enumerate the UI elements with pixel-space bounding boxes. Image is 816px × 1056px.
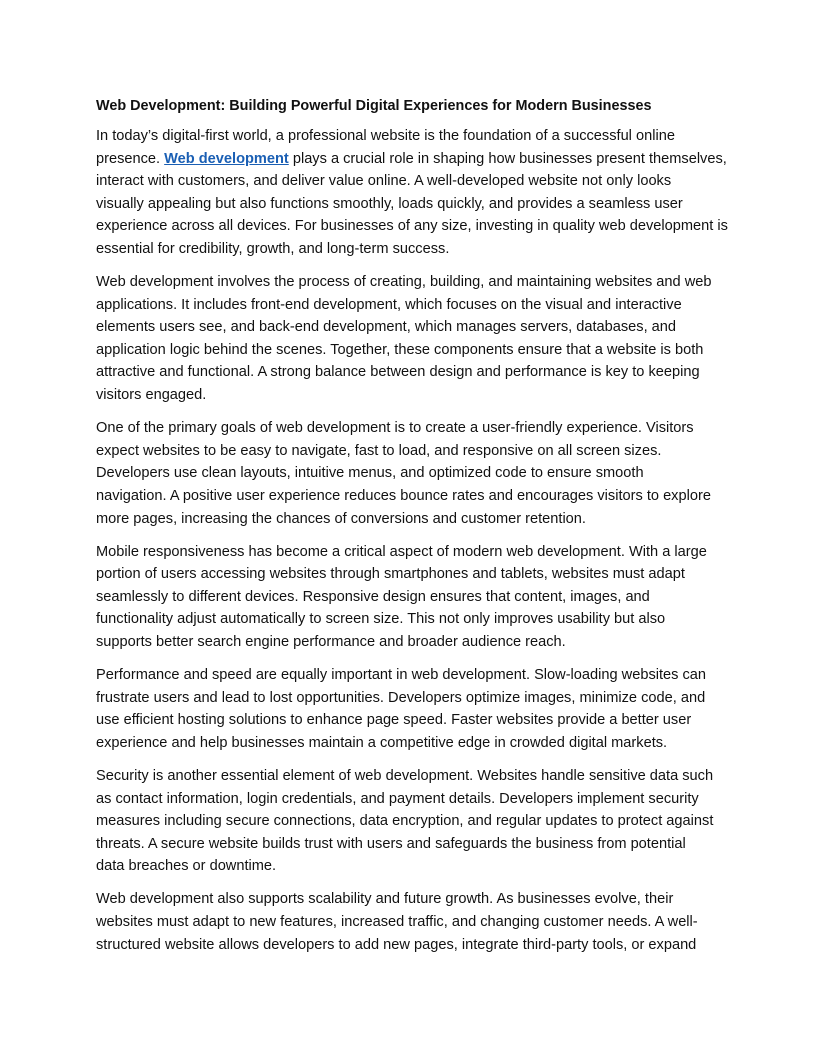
paragraph-user-experience bbox=[96, 417, 721, 530]
paragraph-line: Developers use clean layouts, intuitive menus, and optimized code to ensure smooth bbox=[96, 465, 644, 482]
paragraph-line: In today’s digital-first world, a professional website is the foundation of a successful online bbox=[96, 128, 675, 144]
paragraph-line: experience across all devices. For businesses of any size, investing in quality web development is bbox=[96, 218, 728, 235]
paragraph-line: application logic behind the scenes. Together, these components ensure that a website is both bbox=[96, 341, 704, 358]
paragraph-line: Web development also supports scalability and future growth. As businesses evolve, their bbox=[96, 891, 674, 908]
paragraph-line: expect websites to be easy to navigate, fast to load, and responsive on all screen sizes. bbox=[96, 442, 662, 459]
document-title: Web Development: Building Powerful Digital Experiences for Modern Businesses bbox=[96, 98, 652, 114]
paragraph-line: websites must adapt to new features, increased traffic, and changing customer needs. A well- bbox=[96, 914, 698, 930]
paragraph-line: Performance and speed are equally important in web development. Slow-loading websites can bbox=[96, 667, 707, 684]
paragraph-definition bbox=[96, 271, 721, 407]
paragraph-line: more pages, increasing the chances of conversions and customer retention. bbox=[96, 510, 586, 527]
paragraph-line: Security is another essential element of web development. Websites handle sensitive data such bbox=[96, 767, 714, 784]
paragraph-line: use efficient hosting solutions to enhance page speed. Faster websites provide a better user bbox=[96, 712, 692, 729]
paragraph-intro bbox=[96, 125, 728, 261]
paragraph-line: frustrate users and lead to lost opportunities. Developers optimize images, minimize code, and bbox=[96, 689, 706, 706]
paragraph-line: structured website allows developers to add new pages, integrate third-party tools, or expand bbox=[96, 936, 697, 953]
paragraph-line: visually appealing but also functions smoothly, loads quickly, and provides a seamless user bbox=[96, 195, 683, 212]
paragraph-scalability bbox=[96, 888, 721, 956]
paragraph-line: Web development involves the process of creating, building, and maintaining websites and web bbox=[96, 274, 712, 291]
paragraph-line: elements users see, and back-end development, which manages servers, databases, and bbox=[96, 319, 677, 336]
paragraph-line: measures including secure connections, data encryption, and regular updates to protect against bbox=[96, 813, 714, 830]
paragraph-security bbox=[96, 765, 721, 878]
paragraph-line: interact with customers, and deliver value online. A well-developed website not only looks bbox=[96, 173, 672, 190]
paragraph-performance bbox=[96, 664, 721, 754]
web-development-link[interactable]: Web development bbox=[164, 150, 289, 167]
paragraph-line: essential for credibility, growth, and long-term success. bbox=[96, 240, 450, 257]
paragraph-line: navigation. A positive user experience reduces bounce rates and encourages visitors to explore bbox=[96, 487, 711, 504]
paragraph-line: functionality adjust automatically to screen size. This not only improves usability but also bbox=[96, 611, 666, 628]
paragraph-line: threats. A secure website builds trust with users and safeguards the business from potential bbox=[96, 835, 686, 852]
paragraph-line: seamlessly to different devices. Responsive design ensures that content, images, and bbox=[96, 588, 650, 605]
document-body bbox=[96, 95, 728, 967]
paragraph-line: portion of users accessing websites through smartphones and tablets, websites must adapt bbox=[96, 566, 685, 583]
paragraph-line: supports better search engine performance and broader audience reach. bbox=[96, 633, 566, 650]
paragraph-line: applications. It includes front-end development, which focuses on the visual and interactive bbox=[96, 296, 682, 313]
paragraph-line: as contact information, login credentials, and payment details. Developers implement security bbox=[96, 790, 699, 807]
paragraph-line: attractive and functional. A strong balance between design and performance is key to keeping bbox=[96, 364, 700, 381]
link-suffix-text: plays a crucial role in shaping how businesses present themselves, bbox=[288, 150, 727, 167]
link-prefix-text: presence. bbox=[96, 150, 165, 167]
paragraph-line: Mobile responsiveness has become a critical aspect of modern web development. With a large bbox=[96, 543, 707, 560]
paragraph-line: data breaches or downtime. bbox=[96, 858, 277, 875]
paragraph-line-with-link bbox=[96, 148, 727, 171]
paragraph-mobile-responsiveness bbox=[96, 541, 721, 654]
paragraph-line: One of the primary goals of web development is to create a user-friendly experience. Visitors bbox=[96, 420, 694, 437]
paragraph-line: visitors engaged. bbox=[96, 387, 207, 404]
paragraph-line: experience and help businesses maintain a competitive edge in crowded digital markets. bbox=[96, 734, 668, 751]
